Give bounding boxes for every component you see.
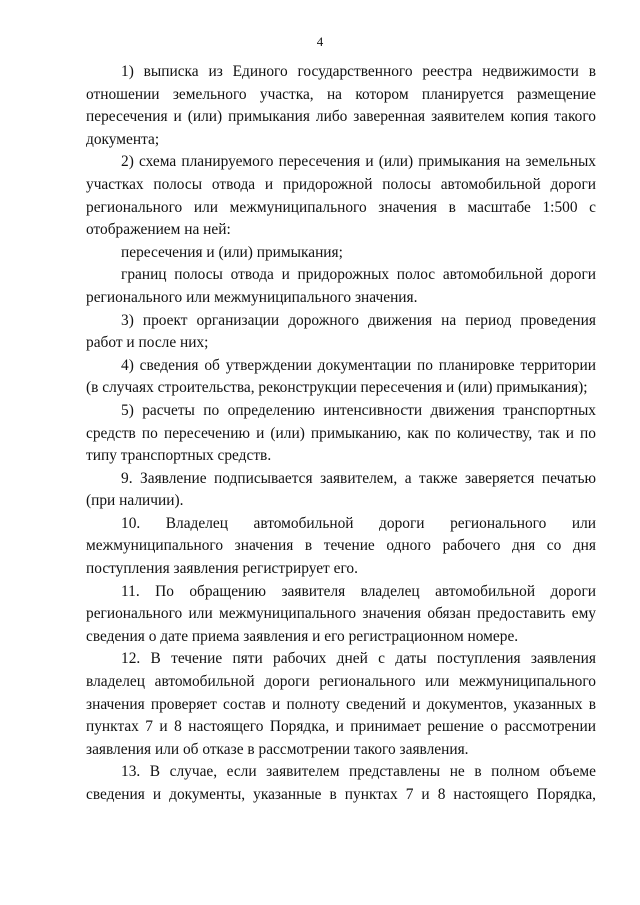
paragraph-item-9: 9. Заявление подписывается заявителем, а также заверяется печатью (при наличии). (86, 469, 596, 510)
paragraph-intersections: пересечения и (или) примыкания; (121, 243, 343, 261)
paragraph-traffic-calculations: 5) расчеты по определению интенсивности движения транспортных средств по пересечению и (или) примыканию, как по количеству, так и по типу транспортных средств. (86, 401, 596, 465)
paragraph-scheme: 2) схема планируемого пересечения и (или) примыкания на земельных участках полосы отвода и придорожной полосы автомобильной дороги регионального или межмуниципального значения в масштабе 1:500 с отображением на ней: (86, 153, 596, 239)
paragraph-item-10: 10. Владелец автомобильной дороги регионального или межмуниципального значения в течение одного рабочего дня со дня поступления заявления регистрирует его. (86, 514, 596, 578)
paragraph-traffic-project: 3) проект организации дорожного движения на период проведения работ и после них; (86, 311, 596, 352)
paragraph-planning-docs: 4) сведения об утверждении документации по планировке территории (в случаях строительства, реконструкции пересечения и (или) примыкания); (86, 356, 596, 397)
paragraph-item-12: 12. В течение пяти рабочих дней с даты поступления заявления владелец автомобильной дороги регионального или межмуниципального значения проверяет состав и полноту сведений и документов, указанных в пунктах 7 и 8 настоящего Порядка, и принимает решение о рассмотрении заявления или об отказе в рассмотрении такого заявления. (86, 650, 596, 758)
page-number: 4 (316, 34, 324, 49)
paragraph-extract-registry: 1) выписка из Единого государственного реестра недвижимости в отношении земельного участка, на котором планируется размещение пересечения и (или) примыкания либо заверенная заявителем копия такого документа; (86, 63, 596, 148)
paragraph-item-11: 11. По обращению заявителя владелец автомобильной дороги регионального или межмуниципального значения обязан предоставить ему сведения о дате приема заявления и его регистрационном номере. (86, 582, 596, 645)
paragraph-boundaries: границ полосы отвода и придорожных полос автомобильной дороги регионального или межмуниципального значения. (86, 266, 596, 306)
document-body (86, 61, 596, 807)
paragraph-item-13: 13. В случае, если заявителем представлены не в полном объеме сведения и документы, указанные в пунктах 7 и 8 настоящего Порядка, (86, 763, 596, 803)
